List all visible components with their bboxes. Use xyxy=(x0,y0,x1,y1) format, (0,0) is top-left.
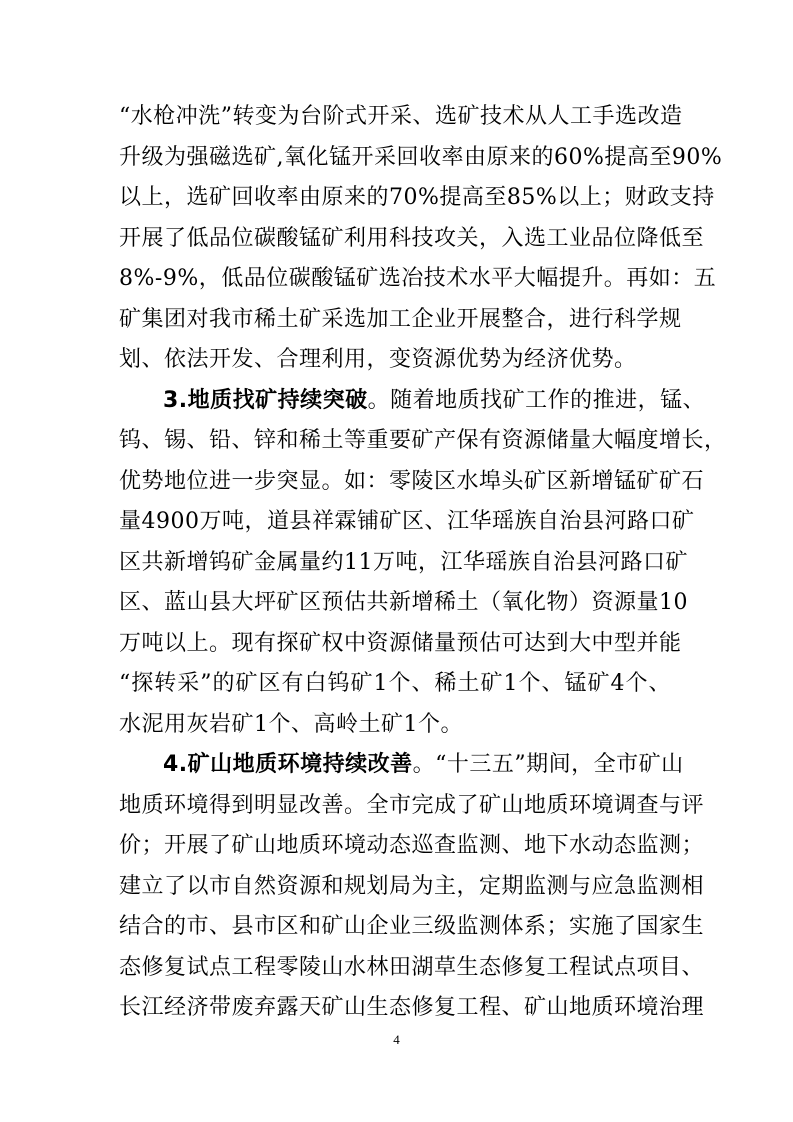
paragraph-line: 矿集团对我市稀土矿采选加工企业开展整合，进行科学规 xyxy=(119,306,682,332)
paragraph-line: 区共新增钨矿金属量约11万吨，江华瑶族自治县河路口矿 xyxy=(119,549,688,575)
paragraph-line: 价；开展了矿山地质环境动态巡查监测、地下水动态监测； xyxy=(119,833,705,858)
paragraph-line: 水泥用灰岩矿1个、高岭土矿1个。 xyxy=(119,711,463,737)
paragraph-line: 建立了以市自然资源和规划局为主，定期监测与应急监测相 xyxy=(119,873,705,899)
section-3-heading: 3.地质找矿持续突破 xyxy=(163,387,368,413)
section-4-first-line xyxy=(163,745,684,785)
page-number: 4 xyxy=(393,1032,400,1047)
paragraph-line: 万吨以上。现有探矿权中资源储量预估可达到大中型并能 xyxy=(119,630,682,656)
paragraph-line: 结合的市、县市区和矿山企业三级监测体系；实施了国家生 xyxy=(119,914,705,939)
paragraph-line: 长江经济带废弃露天矿山生态修复工程、矿山地质环境治理 xyxy=(119,995,705,1020)
section-3-first-line-text: 。随着地质找矿工作的推进，锰、 xyxy=(367,387,706,413)
paragraph-line: 量4900万吨，道县祥霖铺矿区、江华瑶族自治县河路口矿 xyxy=(119,509,695,534)
paragraph-line: 划、依法开发、合理利用，变资源优势为经济优势。 xyxy=(119,347,637,372)
paragraph-line: 钨、锡、铅、锌和稀土等重要矿产保有资源储量大幅度增长， xyxy=(119,428,727,453)
paragraph-line: 地质环境得到明显改善。全市完成了矿山地质环境调查与评 xyxy=(119,792,705,818)
paragraph-line: 开展了低品位碳酸锰矿利用科技攻关，入选工业品位降低至 xyxy=(119,225,705,251)
paragraph-line: 优势地位进一步突显。如：零陵区水埠头矿区新增锰矿矿石 xyxy=(119,468,705,494)
section-3-first-line xyxy=(163,381,706,421)
section-4-first-line-text: 。“十三五”期间，全市矿山 xyxy=(412,752,684,777)
paragraph-line: “探转采”的矿区有白钨矿1个、稀土矿1个、锰矿4个、 xyxy=(119,671,671,696)
paragraph-line: 区、蓝山县大坪矿区预估共新增稀土（氧化物）资源量10 xyxy=(119,590,688,615)
paragraph-line: “水枪冲洗”转变为台阶式开采、选矿技术从人工手选改造 xyxy=(119,104,683,129)
section-4-heading: 4.矿山地质环境持续改善 xyxy=(163,752,413,777)
paragraph-line: 8%-9%，低品位碳酸锰矿选冶技术水平大幅提升。再如：五 xyxy=(119,266,717,291)
paragraph-line: 态修复试点工程零陵山水林田湖草生态修复工程试点项目、 xyxy=(119,954,705,980)
paragraph-line: 升级为强磁选矿,氧化锰开采回收率由原来的60%提高至90% xyxy=(119,144,723,170)
paragraph-line: 以上，选矿回收率由原来的70%提高至85%以上；财政支持 xyxy=(119,185,715,210)
